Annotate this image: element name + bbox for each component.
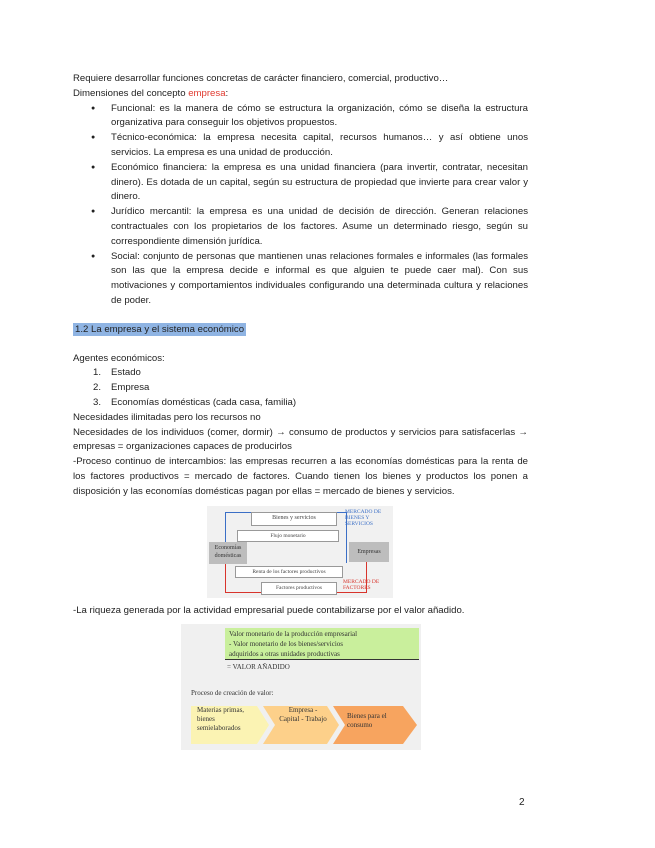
agent-item xyxy=(93,396,528,411)
agent-item xyxy=(93,366,528,381)
dimension-item: ● Económico financiera: la empresa es una unidad financiera (para invertir, contratar, necesitan dinero). Es dotada de un capital, según su estructura de propiedad que invierte para crear valor y dinero. xyxy=(111,161,528,205)
money-flow-top-box: Flujo monetario xyxy=(237,530,339,542)
section-heading-text: 1.2 La empresa y el sistema económico xyxy=(75,323,245,335)
needs-line: Necesidades ilimitadas pero los recursos no xyxy=(73,411,261,423)
exchange-paragraph: -Proceso continuo de intercambios: las empresas recurren a las economías domésticas para la renta de los factores productivos = mercado de factores. Cuando tienen los bienes y productos los ponen a disposición y las economías domésticas pagan por ellas = mercado de bienes y servicios. xyxy=(73,456,528,497)
circular-flow-diagram xyxy=(207,506,393,598)
step-company: Empresa - Capital - Trabajo xyxy=(279,706,327,724)
equation-line: Valor monetario de la producción empresarial xyxy=(229,630,358,639)
companies-box: Empresas xyxy=(349,542,389,562)
agent-text: Empresa xyxy=(111,382,150,394)
intro-line: Requiere desarrollar funciones concretas de carácter financiero, comercial, productivo… xyxy=(73,73,449,84)
value-added-equation xyxy=(225,628,419,660)
agent-item xyxy=(93,381,528,396)
dimensions-intro xyxy=(73,87,528,102)
households-box: Economías domésticas xyxy=(209,542,247,564)
factors-market-label: MERCADO DE FACTORES xyxy=(343,578,380,591)
needs-paragraph: Necesidades de los individuos (comer, dormir) → consumo de productos y servicios para satisfacerlas → empresas = organizaciones capaces de producirlos xyxy=(73,426,528,453)
agents-list xyxy=(73,366,528,410)
document-body xyxy=(73,72,528,750)
agent-number: 1. xyxy=(93,367,102,379)
dimension-item: ● Social: conjunto de personas que mantienen unas relaciones formales e informales (las formales son las que la empresa decide e informal es que alguien te puede caer mal). Con sus motivaciones y comportamientos individuales configurando una determinada cultura y relaciones de poder. xyxy=(111,250,528,309)
factor-income-box: Renta de los factores productivos xyxy=(235,566,343,578)
dimension-item: ● Técnico-económica: la empresa necesita capital, recursos humanos… y así obtiene unos servicios. La empresa es una unidad de producción. xyxy=(111,131,528,161)
dimension-item: ● Jurídico mercantil: la empresa es una unidad de decisión de dirección. Generan relaciones contractuales con los propietarios de los factores. Asume un determinado riesgo, según su correspondiente dimensión jurídica. xyxy=(111,205,528,249)
step-raw-materials: Materias primas, bienes semielaborados xyxy=(197,706,245,733)
goods-market-label: MERCADO DE BIENES Y SERVICIOS xyxy=(345,508,382,527)
agent-text: Economías domésticas (cada casa, familia) xyxy=(111,396,297,408)
agent-number: 2. xyxy=(93,382,102,394)
goods-services-box: Bienes y servicios xyxy=(251,512,337,526)
dimensions-colon: : xyxy=(225,87,229,99)
value-added-diagram xyxy=(181,624,421,750)
empresa-highlight: empresa xyxy=(188,87,226,99)
wealth-line: -La riqueza generada por la actividad empresarial puede contabilizarse por el valor añadido. xyxy=(73,604,465,616)
equation-line: - Valor monetario de los bienes/servicios xyxy=(229,640,343,649)
dimension-item: ● Funcional: es la manera de cómo se estructura la organización, cómo se diseña la estructura organizativa para conseguir los objetivos propuestos. xyxy=(111,102,528,132)
agent-number: 3. xyxy=(93,396,102,408)
dimensions-label: Dimensiones del concepto xyxy=(73,87,189,99)
step-consumer-goods: Bienes para el consumo xyxy=(347,712,387,730)
process-title: Proceso de creación de valor: xyxy=(191,689,274,698)
agents-label: Agentes económicos: xyxy=(73,352,165,364)
dimensions-list xyxy=(73,102,528,309)
productive-factors-box: Factores productivos xyxy=(261,582,337,595)
agent-text: Estado xyxy=(111,367,141,379)
equation-line: adquiridos a otras unidades productivas xyxy=(229,650,340,659)
section-heading xyxy=(73,323,528,338)
page-number: 2 xyxy=(519,797,525,808)
value-added-total: = VALOR AÑADIDO xyxy=(227,663,290,672)
